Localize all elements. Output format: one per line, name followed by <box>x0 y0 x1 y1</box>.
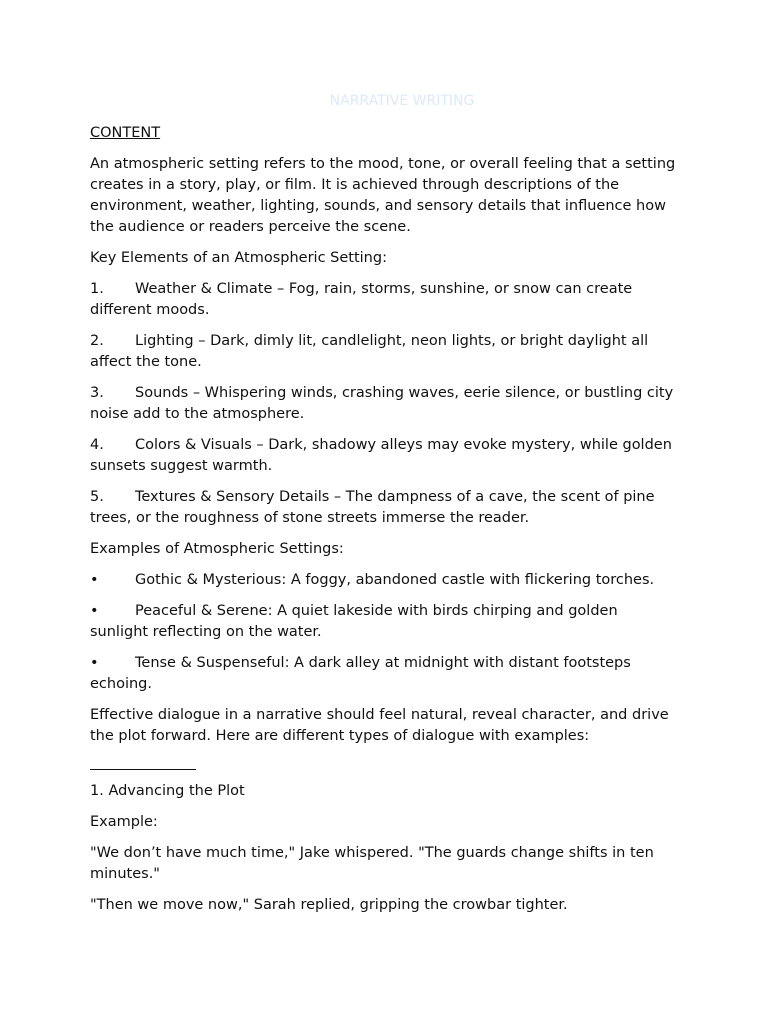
horizontal-rule <box>90 769 196 770</box>
list-item-text: Lighting – Dark, dimly lit, candlelight, neon lights, or bright daylight all affect the tone. <box>90 333 649 370</box>
list-item-text: Gothic & Mysterious: A foggy, abandoned castle with flickering torches. <box>135 572 655 588</box>
dialogue-intro-paragraph: Effective dialogue in a narrative should feel natural, reveal character, and drive the plot forward. Here are different types of dialogue with examples: <box>90 707 669 744</box>
key-element-item <box>90 487 680 529</box>
list-item-text: Colors & Visuals – Dark, shadowy alleys may evoke mystery, while golden sunsets suggest warmth. <box>90 437 672 474</box>
list-marker: 1. <box>90 281 104 297</box>
list-item-text: Weather & Climate – Fog, rain, storms, sunshine, or snow can create different moods. <box>90 281 633 318</box>
example-item <box>90 570 680 591</box>
example-item <box>90 653 680 695</box>
list-marker: 2. <box>90 333 104 349</box>
key-element-item <box>90 435 680 477</box>
dialogue-quote: "Then we move now," Sarah replied, gripping the crowbar tighter. <box>90 897 568 913</box>
intro-paragraph: An atmospheric setting refers to the mood, tone, or overall feeling that a setting creates in a story, play, or film. It is achieved through descriptions of the environment, weather, lighting, sounds, and sensory details that influence how the audience or readers perceive the scene. <box>90 156 676 235</box>
bullet-marker: • <box>90 655 99 671</box>
key-element-item <box>90 383 680 425</box>
section-heading: 1. Advancing the Plot <box>90 783 245 799</box>
examples-heading: Examples of Atmospheric Settings: <box>90 541 344 557</box>
list-item-text: Textures & Sensory Details – The dampness of a cave, the scent of pine trees, or the roughness of stone streets immerse the reader. <box>90 489 655 526</box>
document-body <box>90 91 680 926</box>
bullet-marker: • <box>90 603 99 619</box>
key-element-item <box>90 331 680 373</box>
list-marker: 5. <box>90 489 104 505</box>
bullet-marker: • <box>90 572 99 588</box>
example-item <box>90 601 680 643</box>
document-title: NARRATIVE WRITING <box>329 93 475 109</box>
content-heading: CONTENT <box>90 125 161 141</box>
key-element-item <box>90 279 680 321</box>
list-item-text: Peaceful & Serene: A quiet lakeside with birds chirping and golden sunlight reflecting on the water. <box>90 603 618 640</box>
list-item-text: Sounds – Whispering winds, crashing waves, eerie silence, or bustling city noise add to the atmosphere. <box>90 385 674 422</box>
dialogue-quote: "We don’t have much time," Jake whispered. "The guards change shifts in ten minutes." <box>90 845 654 882</box>
example-label: Example: <box>90 814 158 830</box>
key-elements-heading: Key Elements of an Atmospheric Setting: <box>90 250 387 266</box>
list-marker: 4. <box>90 437 104 453</box>
list-marker: 3. <box>90 385 104 401</box>
list-item-text: Tense & Suspenseful: A dark alley at midnight with distant footsteps echoing. <box>90 655 631 692</box>
